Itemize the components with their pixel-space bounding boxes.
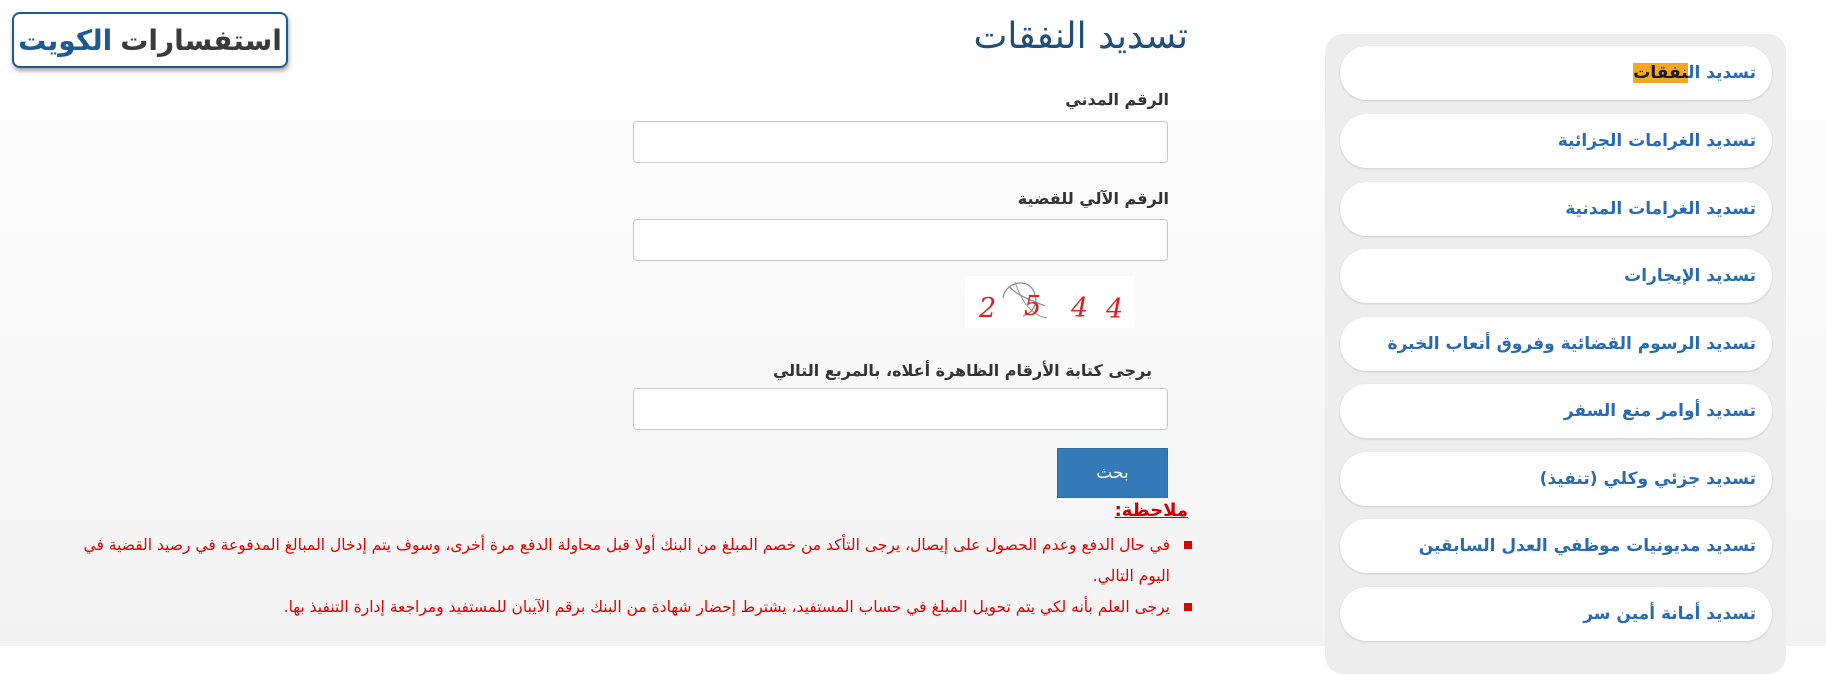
sidebar-item-label: تسديد أمانة أمين سر (1583, 604, 1756, 624)
note-text: يرجى العلم بأنه لكي يتم تحويل المبلغ في حساب المستفيد، يشترط إحضار شهادة من البنك برقم الآيبان للمستفيد ومراجعة إدارة التنفيذ بها. (283, 598, 1170, 616)
captcha-instruction-label: يرجى كتابة الأرقام الظاهرة أعلاه، بالمربع التالي (772, 361, 1152, 380)
page-title: تسديد النفقات (973, 16, 1188, 57)
captcha-digit: 2 (979, 293, 997, 324)
captcha-digit: 5 (1024, 291, 1042, 322)
sidebar-item-label: تسديد أوامر منع السفر (1563, 401, 1756, 421)
captcha-digit: 4 (1071, 293, 1089, 324)
site-logo[interactable] (12, 12, 288, 68)
case-number-input[interactable] (633, 219, 1168, 261)
sidebar-item-criminal-fines[interactable] (1340, 114, 1772, 168)
sidebar-item-alimony[interactable] (1340, 46, 1772, 100)
note-text: في حال الدفع وعدم الحصول على إيصال، يرجى التأكد من خصم المبلغ من البنك أولا قبل محاولة الدفع مرة أخرى، وسوف يتم إدخال المبالغ المدفوعة في رصيد القضية في اليوم التالي. (83, 536, 1170, 585)
bullet-square-icon (1184, 541, 1192, 549)
captcha-image (965, 276, 1135, 328)
sidebar-item-label: تسديد الرسوم القضائية وفروق أتعاب الخبرة (1387, 334, 1756, 354)
logo-word-inquiries: استفسارات (120, 23, 282, 57)
sidebar-item-civil-fines[interactable] (1340, 182, 1772, 236)
sidebar-item-label: تسديد الغرامات المدنية (1565, 199, 1756, 219)
sidebar-item-judicial-fees[interactable] (1340, 317, 1772, 371)
sidebar-item-label: تسديد مديونيات موظفي العدل السابقين (1418, 536, 1756, 556)
note-title: ملاحظة: (1114, 500, 1188, 521)
search-button[interactable]: بحث (1057, 448, 1168, 498)
sidebar-item-secretary-deposit[interactable] (1340, 587, 1772, 641)
sidebar-item-label (1633, 63, 1756, 83)
sidebar-item-former-employees[interactable] (1340, 519, 1772, 573)
civil-id-input[interactable] (633, 121, 1168, 163)
captcha-input[interactable] (633, 388, 1168, 430)
sidebar-item-label: تسديد جزئي وكلي (تنفيذ) (1539, 469, 1756, 489)
captcha-digit: 4 (1106, 294, 1124, 325)
sidebar-item-travel-ban[interactable] (1340, 384, 1772, 438)
sidebar-item-rents[interactable] (1340, 249, 1772, 303)
sidebar-item-label: تسديد الإيجارات (1624, 266, 1756, 286)
note-item (74, 530, 1204, 592)
logo-word-kuwait: الكويت (18, 23, 113, 57)
notes-list (74, 530, 1204, 623)
sidebar-item-label-prefix: تسديد ال (1688, 63, 1756, 83)
sidebar-item-label: تسديد الغرامات الجزائية (1557, 131, 1756, 151)
civil-id-label: الرقم المدني (1065, 90, 1169, 109)
bullet-square-icon (1184, 603, 1192, 611)
search-highlight: نفقات (1633, 63, 1689, 83)
note-item (74, 592, 1204, 623)
case-number-label: الرقم الآلي للقضية (1017, 189, 1169, 208)
sidebar-item-partial-full[interactable] (1340, 452, 1772, 506)
